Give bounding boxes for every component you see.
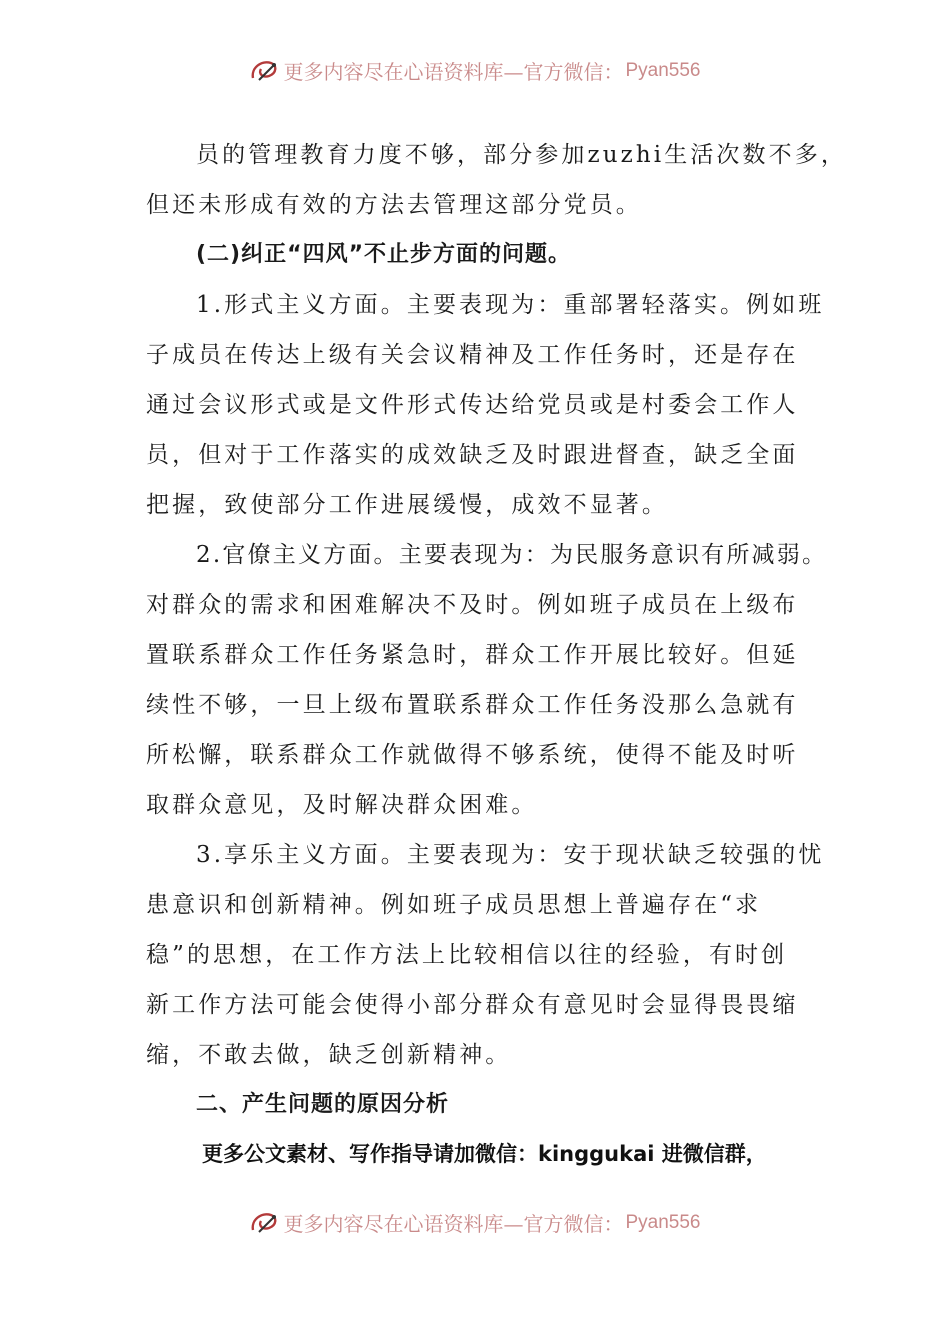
item-formalism: [146, 280, 825, 530]
section-heading: (二)纠正“四风”不止步方面的问题。: [196, 242, 572, 267]
paragraph-line: 把握，致使部分工作进展缓慢，成效不显著。: [146, 492, 668, 518]
footer-watermark: [0, 1208, 950, 1237]
paragraph-line: 员，但对于工作落实的成效缺乏及时跟进督查，缺乏全面: [146, 442, 799, 468]
paragraph-line: 患意识和创新精神。例如班子成员思想上普遍存在“求: [146, 892, 762, 918]
watermark-id: Pyan556: [625, 59, 701, 81]
paragraph-line: 新工作方法可能会使得小部分群众有意见时会显得畏畏缩: [146, 992, 799, 1018]
paragraph-line: 缩，不敢去做，缺乏创新精神。: [146, 1042, 512, 1068]
watermark-text: 更多内容尽在心语资料库—官方微信：: [283, 60, 624, 84]
promo-text: 更多公文素材、写作指导请加微信：kinggukai 进微信群，: [202, 1142, 767, 1166]
header-watermark: [0, 56, 950, 85]
paragraph-line: 续性不够，一旦上级布置联系群众工作任务没那么急就有: [146, 692, 799, 718]
logo-icon: [249, 58, 279, 84]
paragraph-line: 所松懈，联系群众工作就做得不够系统，使得不能及时听: [146, 742, 799, 768]
item-bureaucratism: [146, 530, 828, 830]
paragraph-line: 稳”的思想，在工作方法上比较相信以往的经验，有时创: [146, 942, 788, 968]
paragraph-line: 2.官僚主义方面。主要表现为：为民服务意识有所减弱。: [196, 542, 828, 568]
paragraph-line: 取群众意见，及时解决群众困难。: [146, 792, 538, 818]
paragraph-line: 置联系群众工作任务紧急时，群众工作开展比较好。但延: [146, 642, 799, 668]
paragraph-line: 员的管理教育力度不够，部分参加zuzhi生活次数不多，: [196, 142, 847, 168]
paragraph-line: 3.享乐主义方面。主要表现为：安于现状缺乏较强的忧: [196, 842, 825, 868]
paragraph-line: 通过会议形式或是文件形式传达给党员或是村委会工作人: [146, 392, 799, 418]
watermark-text: 更多内容尽在心语资料库—官方微信：: [283, 1212, 624, 1236]
logo-icon: [249, 1210, 279, 1236]
item-hedonism: [146, 830, 825, 1080]
paragraph-line: 子成员在传达上级有关会议精神及工作任务时，还是存在: [146, 342, 799, 368]
part-heading: 二、产生问题的原因分析: [196, 1092, 450, 1117]
paragraph-line: 对群众的需求和困难解决不及时。例如班子成员在上级布: [146, 592, 799, 618]
watermark-id: Pyan556: [625, 1211, 701, 1233]
paragraph-line: 但还未形成有效的方法去管理这部分党员。: [146, 192, 642, 218]
paragraph-line: 1.形式主义方面。主要表现为：重部署轻落实。例如班: [196, 292, 825, 318]
document-body: [146, 130, 847, 1130]
